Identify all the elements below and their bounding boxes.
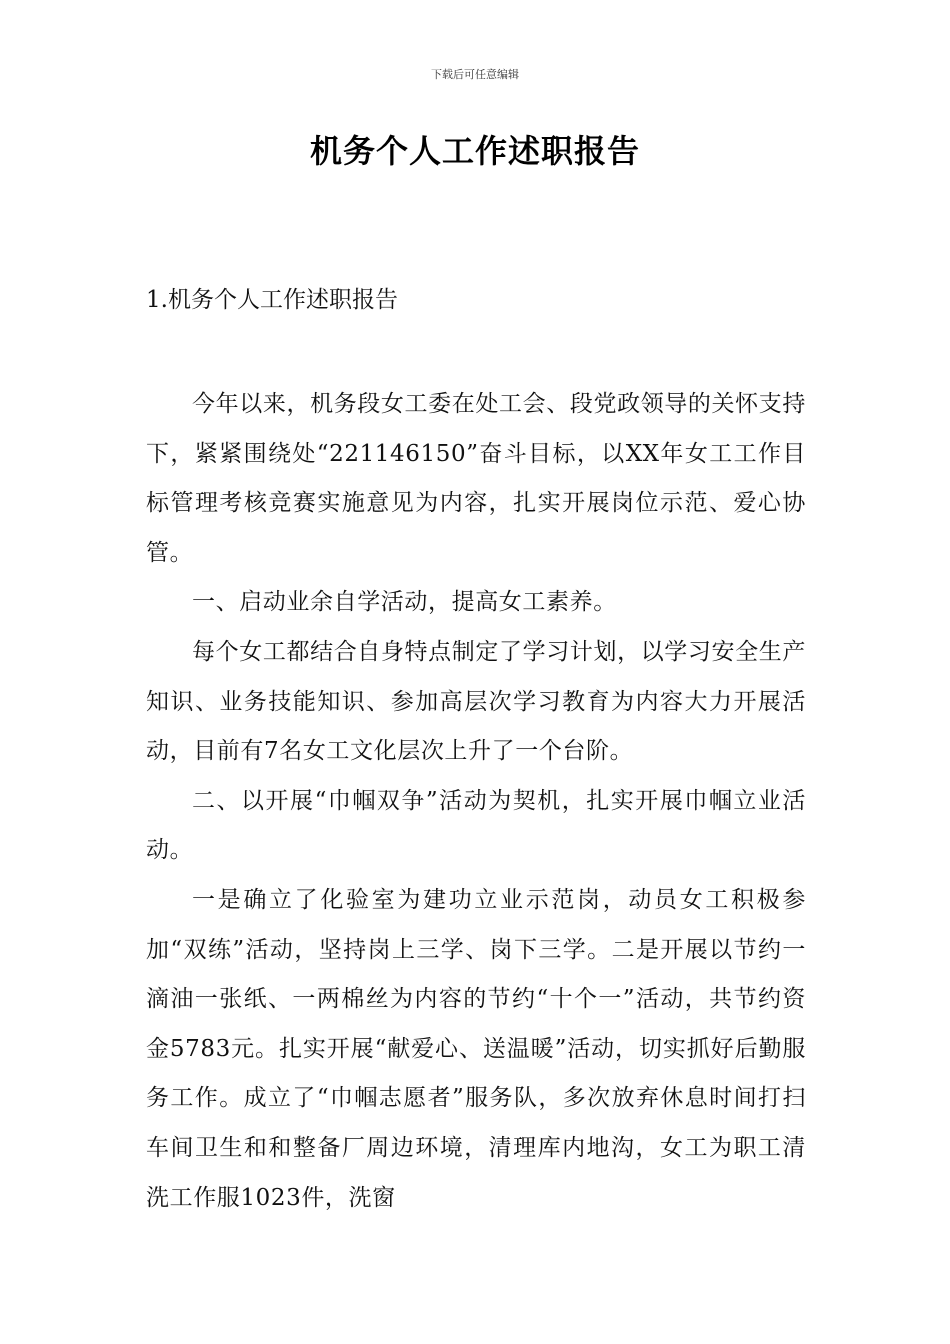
section-heading: 1.机务个人工作述职报告 — [146, 287, 398, 313]
paragraph: 一是确立了化验室为建功立业示范岗，动员女工积极参加“双练”活动，坚持岗上三学、岗下三学。二是开展以节约一滴油一张纸、一两棉丝为内容的节约“十个一”活动，共节约资金5783元。扎实开展“献爱心、送温暖”活动，切实抓好后勤服务工作。成立了“巾帼志愿者”服务队，多次放弃休息时间打扫车间卫生和和整备厂周边环境，清理库内地沟，女工为职工清洗工作服1023件，洗窗 — [146, 886, 806, 1211]
paragraph: 今年以来，机务段女工委在处工会、段党政领导的关怀支持下，紧紧围绕处“221146150”奋斗目标，以XX年女工工作目标管理考核竞赛实施意见为内容，扎实开展岗位示范、爱心协管。 — [146, 391, 806, 566]
document-body — [146, 380, 806, 1223]
document-title: 机务个人工作述职报告 — [309, 132, 640, 170]
paragraph: 每个女工都结合自身特点制定了学习计划，以学习安全生产知识、业务技能知识、参加高层次学习教育为内容大力开展活动，目前有7名女工文化层次上升了一个台阶。 — [146, 638, 806, 765]
header-note: 下载后可任意编辑 — [431, 68, 519, 81]
paragraph: 一、启动业余自学活动，提高女工素养。 — [192, 589, 617, 616]
paragraph: 二、以开展“巾帼双争”活动为契机，扎实开展巾帼立业活动。 — [146, 787, 806, 864]
